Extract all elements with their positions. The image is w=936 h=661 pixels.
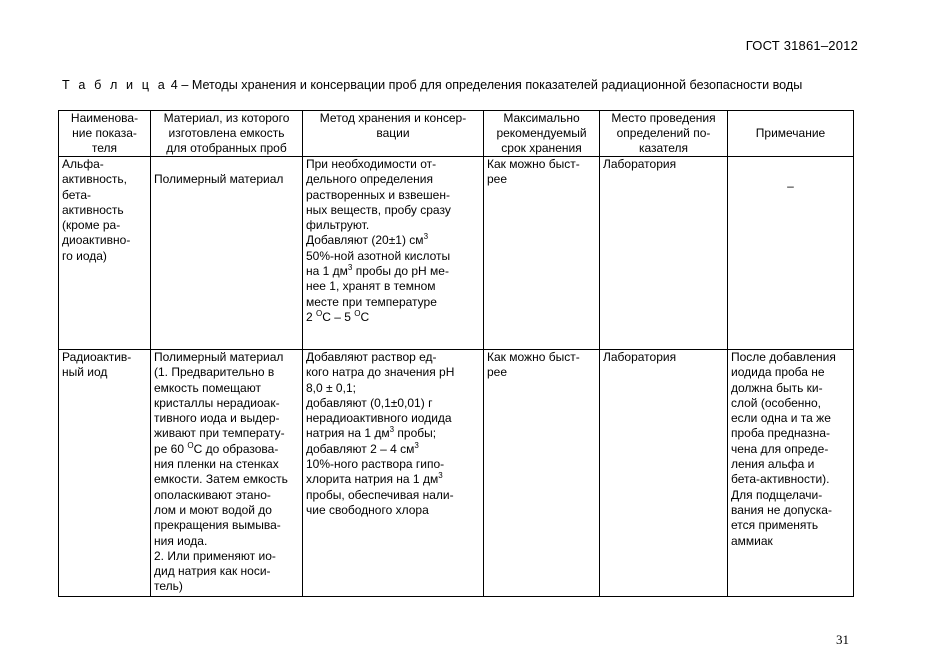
header-method: Метод хранения и консер- вации [303,111,484,157]
method-text: C – 5 [322,309,355,324]
method-text: 50%-ной азотной кислоты на 1 дм [306,248,451,279]
superscript: O [187,440,194,450]
cell-place: Лаборатория [600,157,728,350]
material-text: C до образова- ния пленки на стенках емкости. Затем емкость ополаскивают этано- лом и моют водой до прекращения вымыва- ния иода. 2. Или применяют ио- дид натрия как носи- тель) [154,441,288,594]
table-caption-prefix: Т а б л и ц а [62,78,168,92]
superscript: O [316,308,323,318]
superscript: 3 [389,425,395,435]
cell-note: После добавления иодида проба не должна быть ки- слой (особенно, если одна и та же проба предназна- чена для опреде- ления альфа и бета-активности). Для подщелачи- вания не допуска- ется применять аммиак [728,350,854,597]
cell-indicator: Радиоактив- ный иод [59,350,151,597]
material-text: Полимерный материал (1. Предварительно в емкость помещают кристаллы нерадиоак- тивного иода и выдер- живают при температу- ре 60 [154,350,285,456]
method-text: 10%-ного раствора гипо- хлорита натрия на 1 дм [306,457,445,487]
cell-storage-time: Как можно быст- рее [484,157,600,350]
cell-material [151,350,303,597]
cell-note: – [728,157,854,350]
page-number: 31 [836,632,849,647]
header-material: Материал, из которого изготовлена емкость для отобранных проб [151,111,303,157]
cell-material: Полимерный материал [151,157,303,350]
method-text: пробы; добавляют 2 – 4 см [306,426,437,456]
method-text: Добавляют раствор ед- кого натра до значения pH 8,0 ± 0,1; добавляют (0,1±0,01) г нерадиоактивного иодида натрия на 1 дм [306,350,455,441]
superscript: 3 [347,263,353,273]
superscript: 3 [423,232,429,242]
superscript: 3 [438,471,443,481]
table-caption-text: 4 – Методы хранения и консервации проб для определения показателей радиационной безопасности воды [167,78,803,92]
storage-methods-table [58,110,854,597]
header-note: Примечание [728,111,854,157]
standard-code: ГОСТ 31861–2012 [745,38,858,53]
method-text: C [360,309,370,324]
header-indicator: Наименова- ние показа- теля [59,111,151,157]
superscript: O [354,308,361,318]
superscript: 3 [414,440,419,450]
table-row [59,350,854,597]
method-text: При необходимости от- дельного определения растворенных и взвешен- ных веществ, пробу сразу фильтруют. Добавляют (20±1) см [306,157,451,248]
table-header-row [59,111,854,157]
table-caption [62,78,882,92]
table-row [59,157,854,350]
cell-place: Лаборатория [600,350,728,597]
cell-indicator: Альфа- активность, бета- активность (кроме ра- диоактивно- го иода) [59,157,151,350]
header-storage-time: Максимально рекомендуемый срок хранения [484,111,600,157]
method-text: пробы до pH ме- нее 1, хранят в темном месте при температуре 2 [306,264,449,324]
method-text: пробы, обеспечивая нали- чие свободного хлора [306,487,454,517]
cell-method [303,350,484,597]
cell-storage-time: Как можно быст- рее [484,350,600,597]
cell-method [303,157,484,350]
header-place: Место проведения определений по- казателя [600,111,728,157]
